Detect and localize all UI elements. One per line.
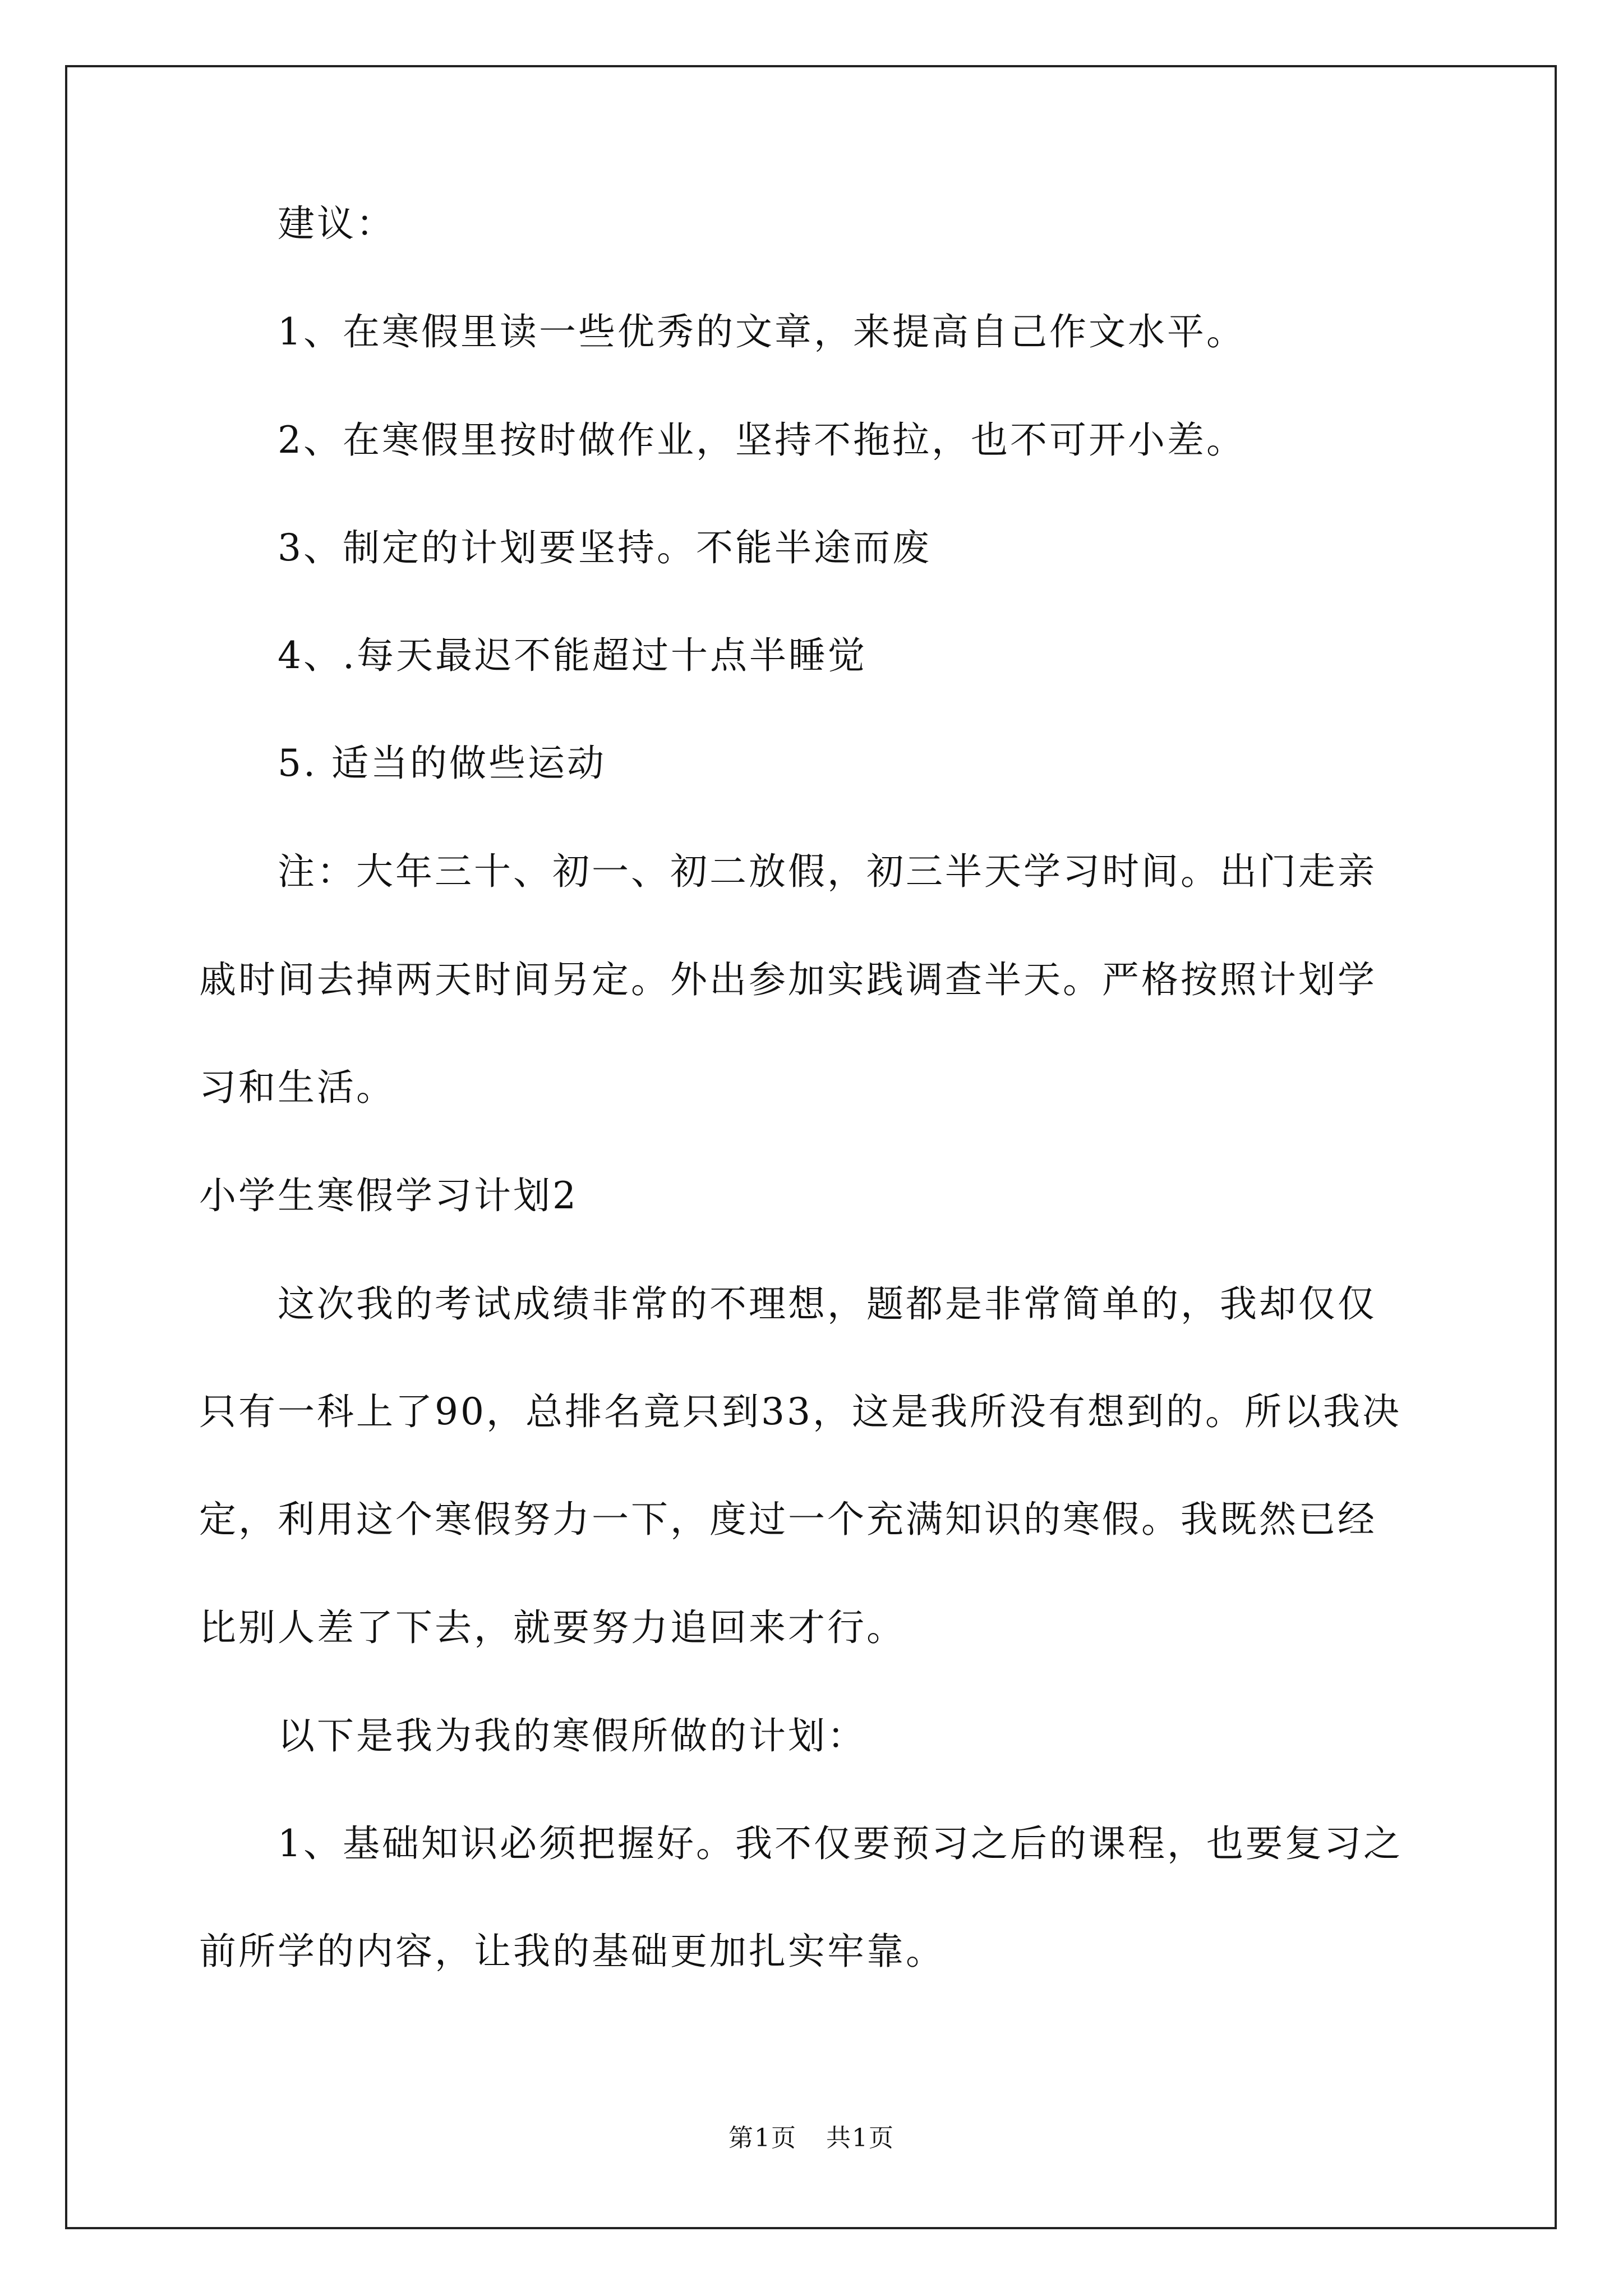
suggestion-item-1: 1、在寒假里读一些优秀的文章，来提高自己作文水平。	[278, 310, 1246, 353]
plan-intro: 以下是我为我的寒假所做的计划：	[278, 1714, 866, 1757]
page-total: 共1页	[826, 2124, 895, 2152]
section-title: 小学生寒假学习计划2	[199, 1174, 578, 1217]
note-line-1: 注：大年三十、初一、初二放假，初三半天学习时间。出门走亲	[278, 850, 1377, 893]
note-line-2: 戚时间去掉两天时间另定。外出参加实践调查半天。严格按照计划学	[199, 958, 1377, 1001]
paragraph-1-line-1: 这次我的考试成绩非常的不理想，题都是非常简单的，我却仅仅	[278, 1282, 1377, 1326]
plan-item-1-line-1: 1、基础知识必须把握好。我不仅要预习之后的课程，也要复习之	[278, 1822, 1403, 1865]
paragraph-1-line-2: 只有一科上了90，总排名竟只到33，这是我所没有想到的。所以我决	[199, 1390, 1401, 1433]
suggestion-item-5: 5. 适当的做些运动	[278, 742, 606, 785]
plan-item-1-line-2: 前所学的内容，让我的基础更加扎实牢靠。	[199, 1930, 945, 1973]
suggestion-item-4: 4、.每天最迟不能超过十点半睡觉	[278, 634, 867, 677]
page-border	[65, 65, 1557, 2229]
page-footer	[0, 2118, 1623, 2154]
paragraph-1-line-4: 比别人差了下去，就要努力追回来才行。	[199, 1606, 906, 1649]
note-line-3: 习和生活。	[199, 1066, 395, 1109]
suggestion-item-2: 2、在寒假里按时做作业，坚持不拖拉，也不可开小差。	[278, 418, 1246, 462]
page-number: 第1页	[728, 2124, 797, 2152]
paragraph-1-line-3: 定，利用这个寒假努力一下，度过一个充满知识的寒假。我既然已经	[199, 1498, 1377, 1541]
suggestion-heading: 建议：	[278, 202, 395, 245]
suggestion-item-3: 3、制定的计划要坚持。不能半途而废	[278, 526, 932, 569]
